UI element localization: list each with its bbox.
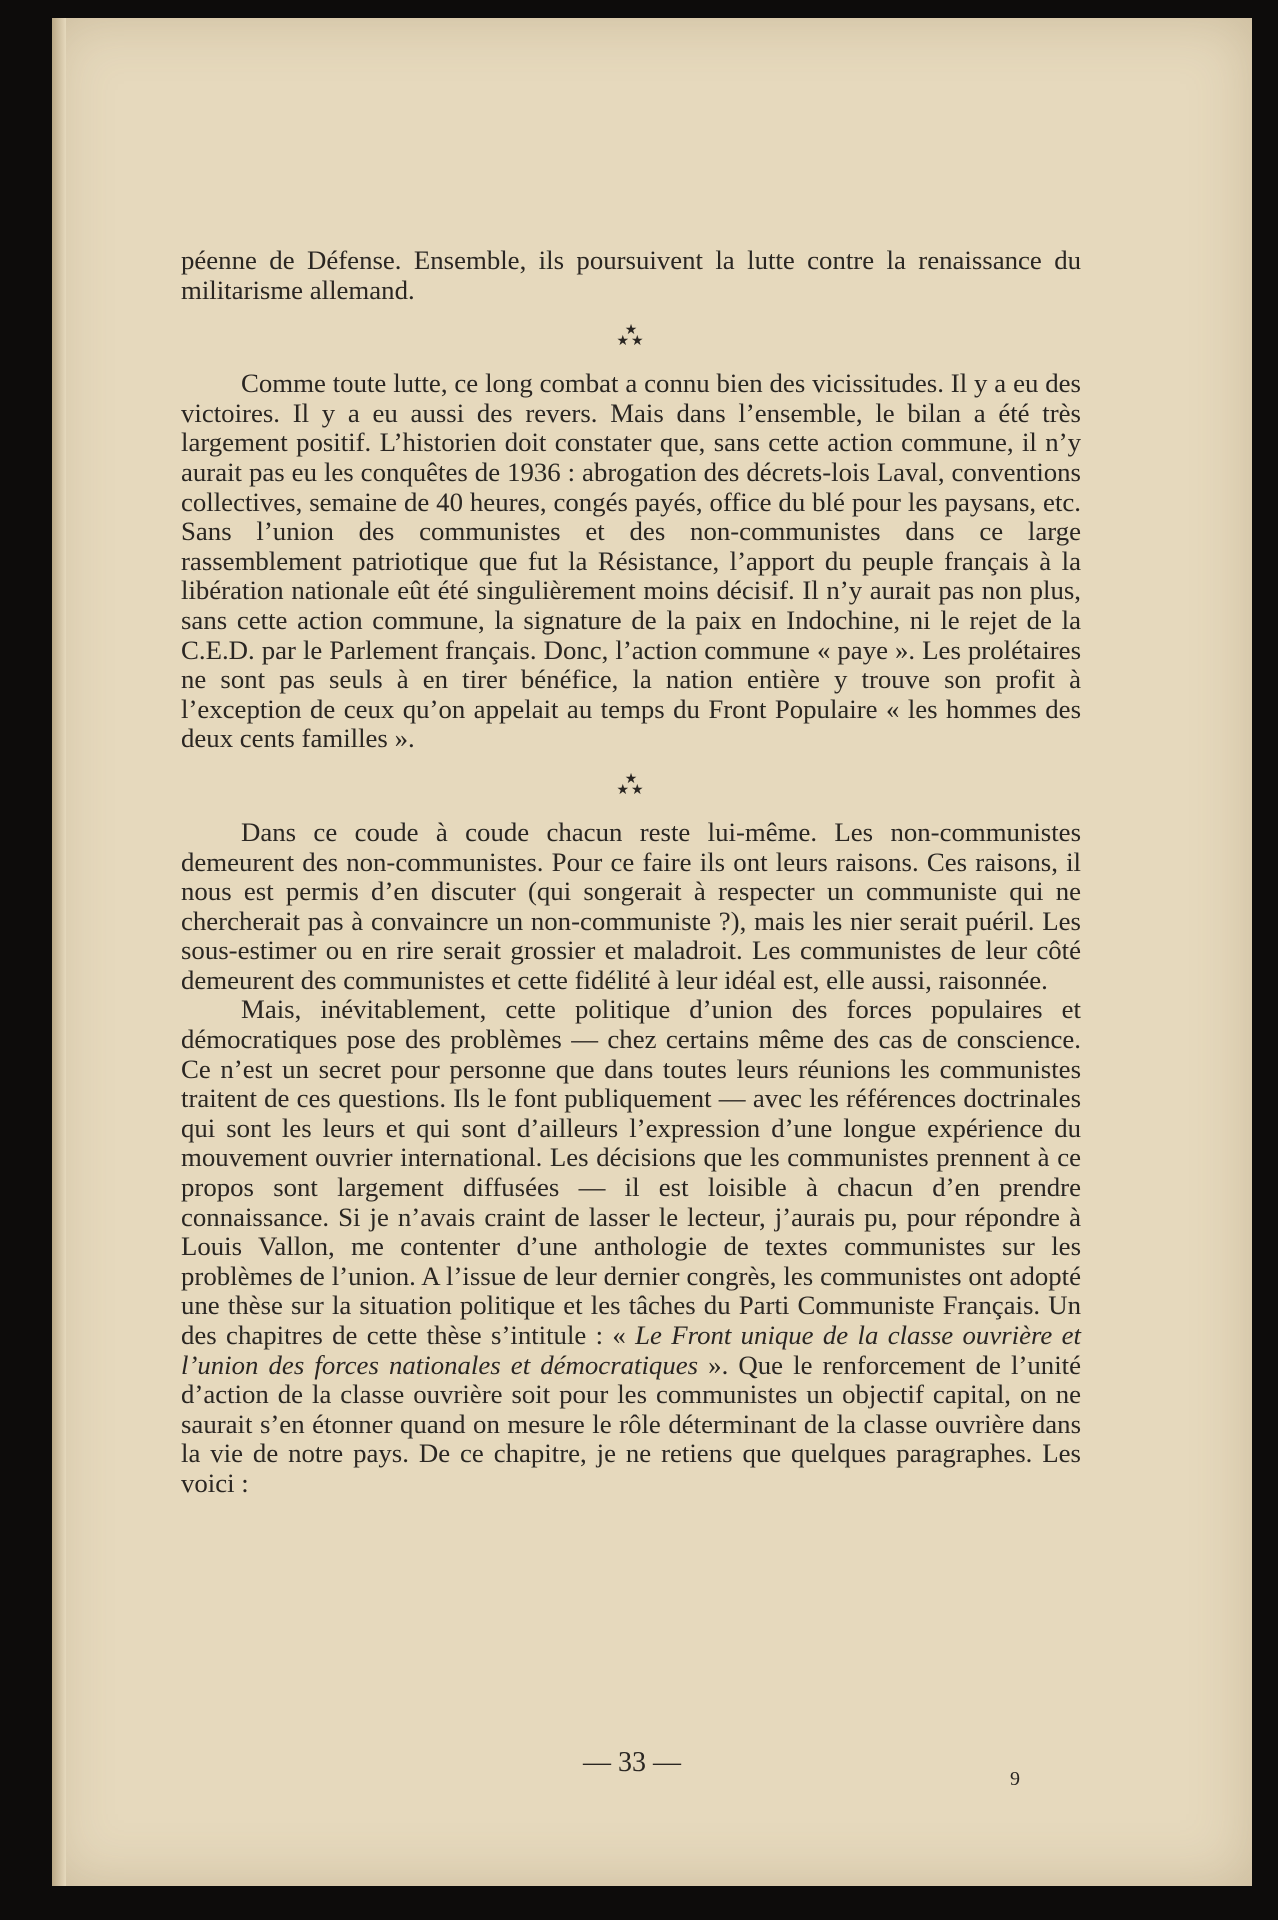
chapter-title-italic: Le Front unique de la classe ouvrière et l’union des forces nationales et démocratiques: [181, 1320, 1081, 1380]
paragraph-coude-a-coude: Dans ce coude à coude chacun reste lui-même. Les non-communistes demeurent des non-communistes. Pour ce faire ils ont leurs raisons. Ces raisons, il nous est permis d’en discuter (qui songerait à respecter un communiste qui ne chercherait pas à convaincre un non-communiste ?), mais les nier serait puéril. Les sous-estimer ou en rire serait grossier et maladroit. Les communistes de leur côté demeurent des communistes et cette fidélité à leur idéal est, elle aussi, raisonnée.: [181, 816, 1081, 995]
asterism-top-star: ★: [624, 323, 638, 339]
printer-signature-mark: 9: [1010, 1768, 1020, 1790]
asterism-bottom-stars: ★★: [616, 334, 646, 350]
asterism-top-star: ★: [624, 771, 638, 787]
paragraph-continuation: péenne de Défense. Ensemble, ils poursuivent la lutte contre la renaissance du militarisme allemand.: [181, 245, 1081, 305]
book-page: [52, 18, 1252, 1886]
page-gutter-shadow: [52, 18, 66, 1886]
body-text: [181, 246, 1081, 1499]
paragraph-text-after-title: ». Que le renforcement de l’unité d’action de la classe ouvrière soit pour les communistes un objectif capital, on ne saurait s’en étonner quand on mesure le rôle déterminant de la classe ouvrière dans la vie de notre pays. De ce chapitre, je ne retiens que quelques paragraphes. Les voici :: [181, 1349, 1081, 1498]
section-separator-asterism: [181, 323, 1081, 350]
section-separator-asterism-2: [181, 771, 1081, 798]
paragraph-union-forces: [181, 995, 1081, 1498]
paragraph-action-commune: Comme toute lutte, ce long combat a connu bien des vicissitudes. Il y a eu des victoires. Il y a eu aussi des revers. Mais dans l’ensemble, le bilan a été très largement positif. L’historien doit constater que, sans cette action commune, il n’y aurait pas eu les conquêtes de 1936 : abrogation des décrets-lois Laval, conventions collectives, semaine de 40 heures, congés payés, office du blé pour les paysans, etc. Sans l’union des communistes et des non-communistes dans ce large rassemblement patriotique que fut la Résistance, l’apport du peuple français à la libération nationale eût été singulièrement moins décisif. Il n’y aurait pas non plus, sans cette action commune, la signature de la paix en Indochine, ni le rejet de la C.E.D. par le Parlement français. Donc, l’action commune « paye ». Les prolétaires ne sont pas seuls à en tirer bénéfice, la nation entière y trouve son profit à l’exception de ceux qu’on appelait au temps du Front Populaire « les hommes des deux cents familles ».: [181, 368, 1081, 754]
paragraph-text-before-title: Mais, inévitablement, cette politique d’union des forces populaires et démocratiques pose des problèmes — chez certains même des cas de conscience. Ce n’est un secret pour personne que dans toutes leurs réunions les communistes traitent de ces questions. Ils le font publiquement — avec les références doctrinales qui sont les leurs et qui sont d’ailleurs l’expression d’une longue expérience du mouvement ouvrier international. Les décisions que les communistes prennent à ce propos sont largement diffusées — il est loisible à chacun d’en prendre connaissance. Si je n’avais craint de lasser le lecteur, j’aurais pu, pour répondre à Louis Vallon, me contenter d’une anthologie de textes communistes sur les problèmes de l’union. A l’issue de leur dernier congrès, les communistes ont adopté une thèse sur la situation politique et les tâches du Parti Communiste Français. Un des chapitres de cette thèse s’intitule : «: [181, 994, 1081, 1350]
asterism-bottom-stars: ★★: [616, 782, 646, 798]
page-number: — 33 —: [583, 1747, 681, 1778]
